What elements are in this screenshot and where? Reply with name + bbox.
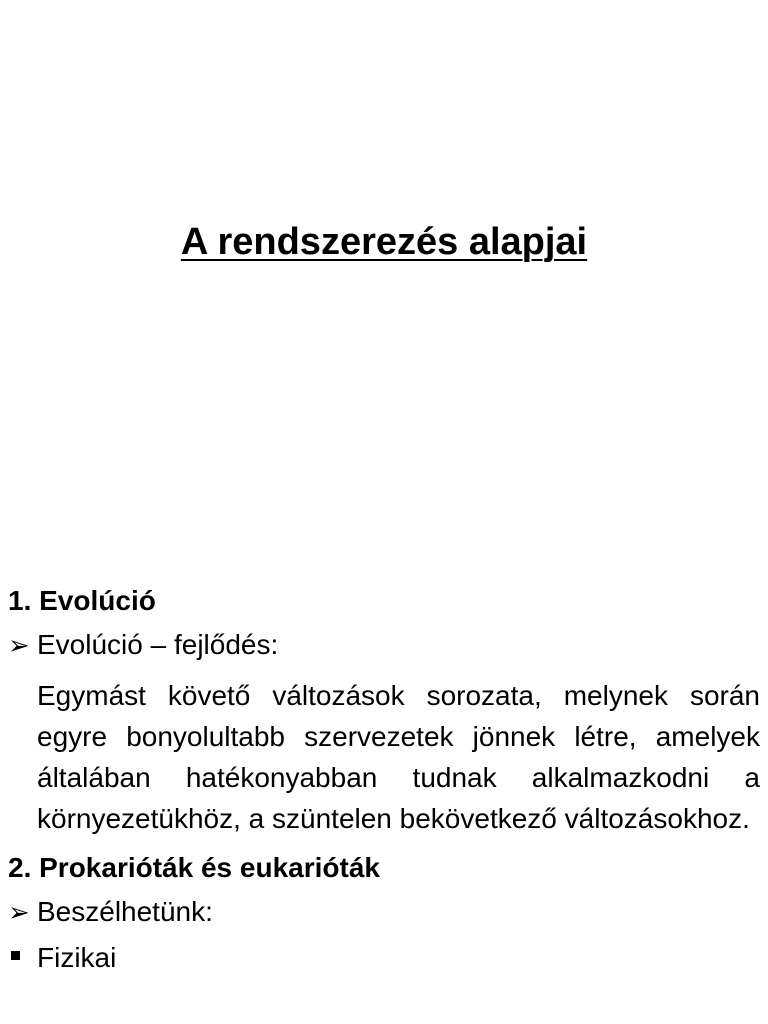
bullet-item-evolucio bbox=[8, 624, 760, 670]
section-heading-evolucio: 1. Evolúció bbox=[8, 585, 156, 616]
bullet-label: Beszélhetünk: bbox=[37, 896, 213, 927]
slide-title: A rendszerezés alapjai bbox=[180, 221, 588, 263]
section-heading-prokariotak: 2. Prokarióták és eukarióták bbox=[8, 852, 380, 883]
sub-bullet-item-fizikai bbox=[8, 937, 760, 983]
definition-paragraph: Egymást követő változások sorozata, melynek során egyre bonyolultabb szervezetek jönnek létre, amelyek általában hatékonyabban tudnak alkalmazkodni a környezetükhöz, a szüntelen bekövetkező változásokhoz. bbox=[37, 680, 760, 834]
bullet-label: Evolúció – fejlődés: bbox=[37, 629, 279, 660]
slide-content bbox=[8, 580, 760, 983]
sub-bullet-label: Fizikai bbox=[37, 942, 117, 973]
arrow-bullet-icon: ➢ bbox=[8, 897, 30, 927]
arrow-bullet-icon: ➢ bbox=[8, 630, 30, 660]
bullet-item-beszelhetunk bbox=[8, 891, 760, 937]
